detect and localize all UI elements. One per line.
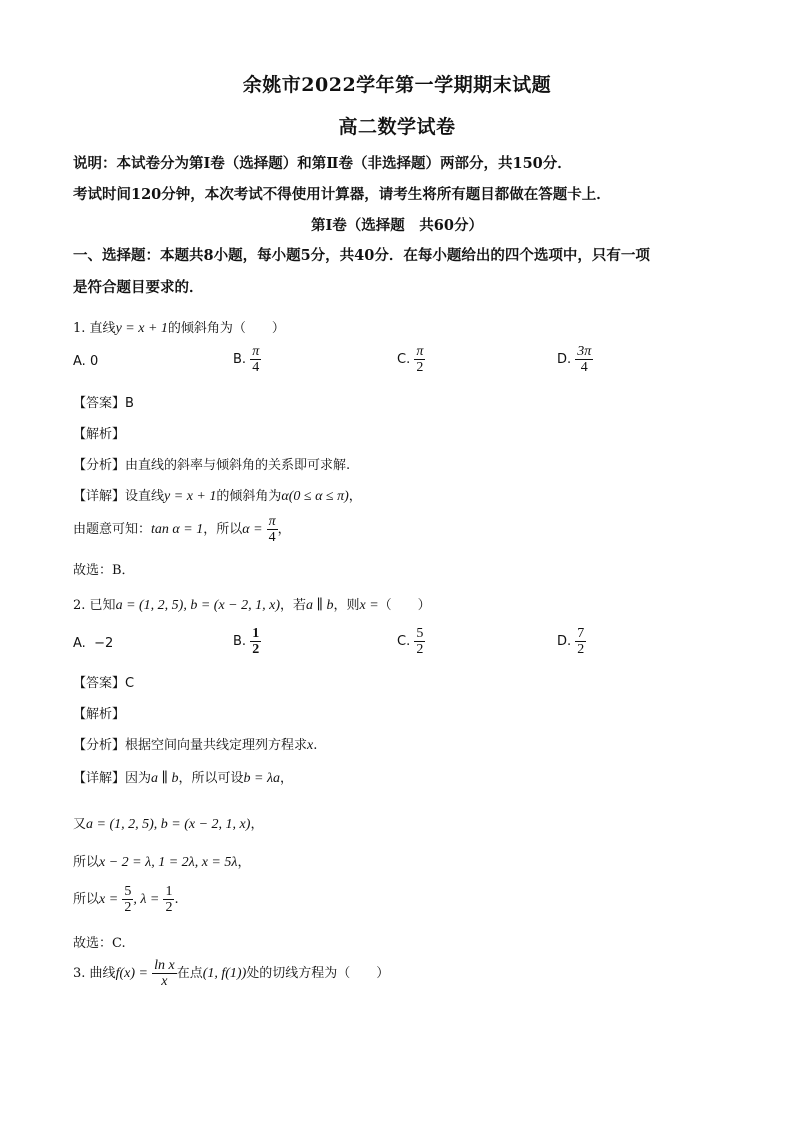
note-line-1: 说明：本试卷分为第Ⅰ卷（选择题）和第Ⅱ卷（非选择题）两部分，共150分． [73,155,572,172]
question-2-stem [73,594,431,614]
answer-value: C [125,676,135,691]
text: 的倾斜角为 [216,489,282,504]
q1-analysis-tag: 【解析】 [73,427,126,442]
text: 设直线 [125,489,165,504]
q1-option-c [397,344,425,375]
fraction-denominator: 4 [268,530,276,545]
fraction-denominator: 2 [165,900,173,915]
q2-fenxi [73,734,317,754]
section-instructions-1: 一、选择题：本题共8小题，每小题5分，共40分．在每小题给出的四个选项中，只有一项 [73,247,650,264]
option-label: D. [557,352,572,367]
fenxi-text: 根据空间向量共线定理列方程求 [125,738,308,753]
option-value: −2 [94,636,114,651]
text: 由题意可知： [73,522,152,537]
angle-range: α(0 ≤ α ≤ π) [281,489,349,504]
answer-tag: 【答案】 [73,396,126,411]
fraction-numerator: ln x [154,958,175,973]
page-title: 余姚市2022学年第一学期期末试题 [242,74,552,96]
text: 因为 [125,771,152,786]
stem-text: 曲线 [89,966,116,981]
xiangjie-tag: 【详解】 [73,489,126,504]
fraction-denominator: 4 [580,360,588,375]
fraction-denominator: 2 [416,360,424,375]
q1-answer [73,392,134,411]
q1-xiangjie [73,485,362,505]
text: ，所以可设 [178,771,244,786]
line-equation: y = x + 1 [115,321,168,336]
fenxi-tag: 【分析】 [73,458,126,473]
fraction-denominator: 4 [252,360,260,375]
stem-text: 直线 [89,321,116,336]
q2-xiangjie-1 [73,767,293,787]
q2-answer [73,672,134,691]
vector-definition: a = (1, 2, 5), b = (x − 2, 1, x) [86,817,251,832]
fenxi-text: 由直线的斜率与倾斜角的关系即可求解. [125,458,351,473]
text: ， [250,817,264,832]
fraction-numerator: 1 [165,884,173,899]
q2-option-b [233,626,261,657]
q2-option-c [397,626,425,657]
q1-option-a [73,354,98,369]
text: ， [348,489,362,504]
function-label: f(x) = [115,966,148,981]
q1-option-d [557,344,593,375]
fraction-numerator: 7 [577,626,585,641]
option-label: C. [397,352,411,367]
fraction-denominator: 2 [252,642,260,657]
parallel-condition: a ∥ b [151,771,179,786]
line-equation: y = x + 1 [164,489,217,504]
note-line-2: 考试时间120分钟，本次考试不得使用计算器，请考生将所有题目都做在答题卡上． [73,186,611,203]
x-label: x = [99,892,119,907]
parallel-condition: a ∥ b [306,598,334,613]
q2-choose: 故选：C. [73,936,126,951]
answer-tag: 【答案】 [73,676,126,691]
page-subtitle: 高二数学试卷 [338,116,456,138]
fraction-denominator: 2 [416,642,424,657]
lambda-relation: b = λa [243,771,281,786]
text: . [313,738,318,753]
stem-text: （ ） [378,598,431,613]
option-label: C. [397,634,411,649]
stem-text: 处的切线方程为（ ） [246,966,390,981]
x-equals: x = [359,598,379,613]
text: 所以 [73,855,100,870]
option-label: B. [233,634,247,649]
q2-option-d [557,626,586,657]
text: ， [277,522,291,537]
fraction-numerator: 3π [577,344,592,359]
q2-xiangjie-2 [73,813,263,833]
lambda-label: , λ = [133,892,160,907]
q2-xiangjie-3 [73,851,250,871]
fraction-denominator: 2 [124,900,132,915]
text: ， [280,771,294,786]
q2-option-a [73,636,113,651]
option-value: 0 [89,354,99,369]
answer-value: B [125,396,134,411]
q1-option-b [233,344,261,375]
question-number: 3. [73,966,86,981]
equation-system: x − 2 = λ, 1 = 2λ, x = 5λ [99,855,238,870]
fraction-denominator: 2 [577,642,585,657]
text: 所以 [73,892,100,907]
fraction-numerator: 1 [252,626,260,641]
fraction-numerator: 5 [416,626,424,641]
text: ， [237,855,251,870]
stem-text: ，若 [279,598,306,613]
fenxi-tag: 【分析】 [73,738,126,753]
q1-fenxi [73,454,350,473]
fraction-numerator: π [416,344,424,359]
section-heading: 第Ⅰ卷（选择题 共60分） [311,217,483,234]
q2-xiangjie-4 [73,884,179,915]
section-instructions-2: 是符合题目要求的． [73,279,204,296]
xiangjie-tag: 【详解】 [73,771,126,786]
fraction-denominator: x [161,974,168,989]
variable-x: x [307,738,314,753]
point: (1, f(1)) [202,966,247,981]
q1-step [73,514,291,545]
option-label: A. [73,636,86,651]
stem-text: 在点 [176,966,203,981]
text: ，所以 [203,522,243,537]
question-number: 2. [73,598,86,613]
fraction-numerator: π [252,344,260,359]
stem-text: ，则 [333,598,360,613]
q2-analysis-tag: 【解析】 [73,707,126,722]
option-label: B. [233,352,247,367]
stem-text: 的倾斜角为（ ） [167,321,285,336]
option-label: A. [73,354,86,369]
text: . [174,892,179,907]
fraction-numerator: π [268,514,276,529]
fraction-numerator: 5 [124,884,132,899]
stem-text: 已知 [89,598,116,613]
q1-choose: 故选：B． [73,563,135,578]
alpha-label: α = [242,522,263,537]
option-label: D. [557,634,572,649]
question-number: 1. [73,321,86,336]
vector-definition: a = (1, 2, 5), b = (x − 2, 1, x) [115,598,280,613]
question-3-stem [73,958,389,989]
tan-equation: tan α = 1 [151,522,204,537]
text: 又 [73,817,87,832]
question-1-stem [73,317,285,337]
